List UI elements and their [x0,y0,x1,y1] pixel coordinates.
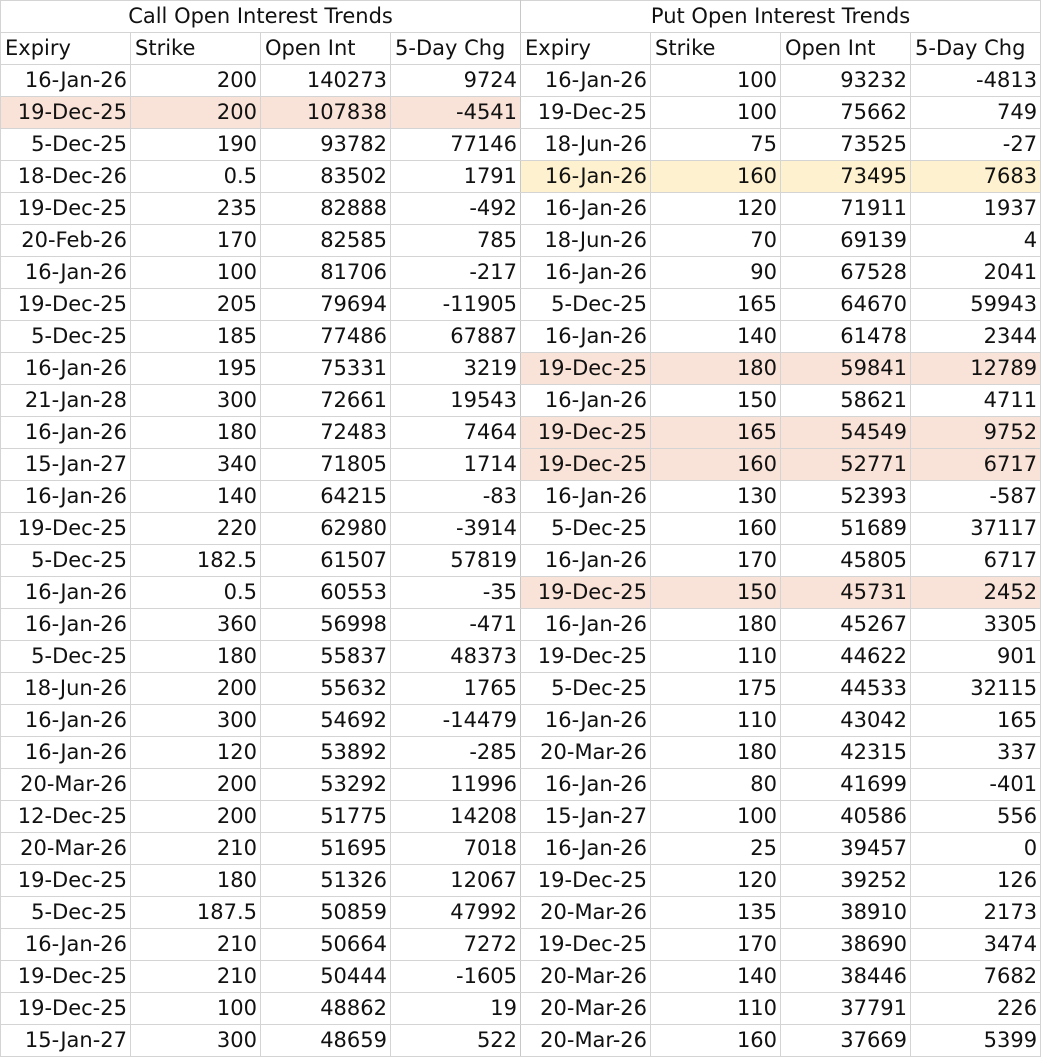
table-row [1,481,1041,513]
put-cell-strike[interactable]: 150 [651,385,781,417]
call-cell-strike[interactable]: 140 [131,481,261,513]
call-cell-strike[interactable]: 300 [131,1025,261,1057]
call-cell-5day-chg[interactable]: -35 [391,577,521,609]
call-cell-expiry[interactable]: 16-Jan-26 [1,577,131,609]
call-cell-5day-chg[interactable]: 57819 [391,545,521,577]
call-header-open-int[interactable]: Open Int [261,33,391,65]
put-cell-strike[interactable]: 160 [651,1025,781,1057]
put-cell-expiry[interactable]: 19-Dec-25 [521,449,651,481]
put-cell-5day-chg[interactable]: 7682 [911,961,1041,993]
call-cell-open-int[interactable]: 61507 [261,545,391,577]
put-cell-open-int[interactable]: 67528 [781,257,911,289]
call-cell-open-int[interactable]: 79694 [261,289,391,321]
table-row [1,673,1041,705]
put-cell-expiry[interactable]: 16-Jan-26 [521,481,651,513]
put-cell-open-int[interactable]: 61478 [781,321,911,353]
call-cell-open-int[interactable]: 71805 [261,449,391,481]
title-row [1,1,1041,33]
put-cell-5day-chg[interactable]: 6717 [911,545,1041,577]
call-cell-strike[interactable]: 200 [131,97,261,129]
put-cell-open-int[interactable]: 59841 [781,353,911,385]
put-cell-strike[interactable]: 140 [651,961,781,993]
put-cell-strike[interactable]: 165 [651,417,781,449]
call-cell-expiry[interactable]: 5-Dec-25 [1,129,131,161]
call-cell-expiry[interactable]: 12-Dec-25 [1,801,131,833]
table-row [1,737,1041,769]
call-cell-5day-chg[interactable]: -1605 [391,961,521,993]
table-row [1,545,1041,577]
call-cell-strike[interactable]: 210 [131,961,261,993]
put-header-open-int[interactable]: Open Int [781,33,911,65]
call-cell-5day-chg[interactable]: -4541 [391,97,521,129]
table-row [1,129,1041,161]
call-cell-5day-chg[interactable]: 48373 [391,641,521,673]
put-cell-expiry[interactable]: 19-Dec-25 [521,929,651,961]
put-section-title[interactable]: Put Open Interest Trends [521,1,1041,33]
put-cell-5day-chg[interactable]: -401 [911,769,1041,801]
call-cell-5day-chg[interactable]: 1765 [391,673,521,705]
put-cell-expiry[interactable]: 16-Jan-26 [521,769,651,801]
put-cell-5day-chg[interactable]: -4813 [911,65,1041,97]
put-cell-strike[interactable]: 25 [651,833,781,865]
call-cell-strike[interactable]: 182.5 [131,545,261,577]
table-row [1,705,1041,737]
call-cell-5day-chg[interactable]: 7018 [391,833,521,865]
put-cell-expiry[interactable]: 20-Mar-26 [521,737,651,769]
table-row [1,641,1041,673]
put-cell-5day-chg[interactable]: 3305 [911,609,1041,641]
call-cell-strike[interactable]: 190 [131,129,261,161]
call-cell-5day-chg[interactable]: 9724 [391,65,521,97]
put-cell-expiry[interactable]: 16-Jan-26 [521,609,651,641]
put-cell-expiry[interactable]: 19-Dec-25 [521,417,651,449]
call-cell-open-int[interactable]: 53292 [261,769,391,801]
call-cell-5day-chg[interactable]: 67887 [391,321,521,353]
put-cell-open-int[interactable]: 58621 [781,385,911,417]
call-cell-expiry[interactable]: 21-Jan-28 [1,385,131,417]
call-cell-open-int[interactable]: 54692 [261,705,391,737]
call-cell-5day-chg[interactable]: 14208 [391,801,521,833]
call-cell-expiry[interactable]: 16-Jan-26 [1,609,131,641]
call-cell-expiry[interactable]: 19-Dec-25 [1,193,131,225]
call-cell-expiry[interactable]: 16-Jan-26 [1,481,131,513]
put-cell-5day-chg[interactable]: 37117 [911,513,1041,545]
call-cell-open-int[interactable]: 48659 [261,1025,391,1057]
call-cell-open-int[interactable]: 51775 [261,801,391,833]
put-cell-expiry[interactable]: 19-Dec-25 [521,97,651,129]
call-cell-5day-chg[interactable]: -3914 [391,513,521,545]
put-cell-expiry[interactable]: 5-Dec-25 [521,513,651,545]
table-row [1,897,1041,929]
call-cell-strike[interactable]: 200 [131,65,261,97]
put-cell-strike[interactable]: 165 [651,289,781,321]
table-row [1,193,1041,225]
put-cell-open-int[interactable]: 43042 [781,705,911,737]
put-cell-5day-chg[interactable]: 5399 [911,1025,1041,1057]
call-cell-expiry[interactable]: 16-Jan-26 [1,417,131,449]
call-cell-5day-chg[interactable]: 47992 [391,897,521,929]
call-cell-expiry[interactable]: 5-Dec-25 [1,897,131,929]
put-cell-open-int[interactable]: 37669 [781,1025,911,1057]
call-cell-strike[interactable]: 235 [131,193,261,225]
call-cell-open-int[interactable]: 62980 [261,513,391,545]
call-cell-expiry[interactable]: 16-Jan-26 [1,257,131,289]
put-cell-open-int[interactable]: 73495 [781,161,911,193]
put-cell-expiry[interactable]: 16-Jan-26 [521,193,651,225]
call-cell-open-int[interactable]: 51326 [261,865,391,897]
put-cell-expiry[interactable]: 5-Dec-25 [521,673,651,705]
call-cell-strike[interactable]: 340 [131,449,261,481]
call-cell-strike[interactable]: 300 [131,705,261,737]
put-cell-strike[interactable]: 120 [651,865,781,897]
put-cell-expiry[interactable]: 16-Jan-26 [521,385,651,417]
put-header-strike[interactable]: Strike [651,33,781,65]
call-header-strike[interactable]: Strike [131,33,261,65]
put-cell-open-int[interactable]: 51689 [781,513,911,545]
put-cell-5day-chg[interactable]: 0 [911,833,1041,865]
call-cell-5day-chg[interactable]: 785 [391,225,521,257]
put-cell-strike[interactable]: 75 [651,129,781,161]
put-cell-5day-chg[interactable]: 59943 [911,289,1041,321]
call-cell-strike[interactable]: 210 [131,833,261,865]
call-cell-expiry[interactable]: 15-Jan-27 [1,449,131,481]
put-cell-strike[interactable]: 170 [651,545,781,577]
call-cell-5day-chg[interactable]: -492 [391,193,521,225]
put-cell-open-int[interactable]: 41699 [781,769,911,801]
call-cell-open-int[interactable]: 81706 [261,257,391,289]
call-cell-expiry[interactable]: 16-Jan-26 [1,65,131,97]
put-cell-5day-chg[interactable]: 3474 [911,929,1041,961]
call-cell-expiry[interactable]: 19-Dec-25 [1,289,131,321]
put-cell-strike[interactable]: 180 [651,609,781,641]
put-cell-expiry[interactable]: 18-Jun-26 [521,129,651,161]
call-cell-expiry[interactable]: 5-Dec-25 [1,321,131,353]
put-cell-expiry[interactable]: 20-Mar-26 [521,1025,651,1057]
put-cell-5day-chg[interactable]: 126 [911,865,1041,897]
call-cell-open-int[interactable]: 55837 [261,641,391,673]
call-cell-strike[interactable]: 120 [131,737,261,769]
call-cell-open-int[interactable]: 48862 [261,993,391,1025]
call-cell-strike[interactable]: 170 [131,225,261,257]
put-cell-5day-chg[interactable]: 2041 [911,257,1041,289]
table-row [1,833,1041,865]
put-cell-5day-chg[interactable]: 337 [911,737,1041,769]
call-cell-strike[interactable]: 0.5 [131,577,261,609]
put-cell-open-int[interactable]: 54549 [781,417,911,449]
put-cell-open-int[interactable]: 75662 [781,97,911,129]
call-cell-expiry[interactable]: 19-Dec-25 [1,513,131,545]
call-cell-expiry[interactable]: 16-Jan-26 [1,353,131,385]
put-cell-strike[interactable]: 135 [651,897,781,929]
call-cell-strike[interactable]: 200 [131,801,261,833]
call-cell-strike[interactable]: 200 [131,769,261,801]
put-cell-open-int[interactable]: 45267 [781,609,911,641]
put-cell-5day-chg[interactable]: 7683 [911,161,1041,193]
put-cell-expiry[interactable]: 19-Dec-25 [521,865,651,897]
put-cell-expiry[interactable]: 15-Jan-27 [521,801,651,833]
call-cell-open-int[interactable]: 140273 [261,65,391,97]
put-cell-open-int[interactable]: 52771 [781,449,911,481]
table-row [1,993,1041,1025]
call-cell-5day-chg[interactable]: -83 [391,481,521,513]
call-cell-expiry[interactable]: 15-Jan-27 [1,1025,131,1057]
put-cell-expiry[interactable]: 16-Jan-26 [521,65,651,97]
put-cell-expiry[interactable]: 19-Dec-25 [521,641,651,673]
call-header-5day-chg[interactable]: 5-Day Chg [391,33,521,65]
call-cell-expiry[interactable]: 19-Dec-25 [1,97,131,129]
call-cell-strike[interactable]: 100 [131,257,261,289]
call-cell-5day-chg[interactable]: 7272 [391,929,521,961]
put-cell-open-int[interactable]: 39252 [781,865,911,897]
put-cell-strike[interactable]: 100 [651,801,781,833]
call-cell-expiry[interactable]: 20-Mar-26 [1,833,131,865]
call-header-expiry[interactable]: Expiry [1,33,131,65]
put-cell-strike[interactable]: 140 [651,321,781,353]
table-row [1,161,1041,193]
put-cell-expiry[interactable]: 16-Jan-26 [521,705,651,737]
put-cell-strike[interactable]: 90 [651,257,781,289]
put-cell-open-int[interactable]: 64670 [781,289,911,321]
put-cell-5day-chg[interactable]: 556 [911,801,1041,833]
put-cell-open-int[interactable]: 44533 [781,673,911,705]
call-cell-open-int[interactable]: 82888 [261,193,391,225]
call-cell-open-int[interactable]: 83502 [261,161,391,193]
put-cell-expiry[interactable]: 19-Dec-25 [521,353,651,385]
call-cell-strike[interactable]: 360 [131,609,261,641]
call-cell-5day-chg[interactable]: -471 [391,609,521,641]
put-cell-expiry[interactable]: 20-Mar-26 [521,993,651,1025]
put-cell-strike[interactable]: 110 [651,705,781,737]
put-cell-open-int[interactable]: 40586 [781,801,911,833]
call-cell-strike[interactable]: 187.5 [131,897,261,929]
table-row [1,97,1041,129]
call-cell-5day-chg[interactable]: 522 [391,1025,521,1057]
put-cell-open-int[interactable]: 37791 [781,993,911,1025]
put-cell-open-int[interactable]: 45731 [781,577,911,609]
table-row [1,961,1041,993]
header-row [1,33,1041,65]
call-cell-open-int[interactable]: 64215 [261,481,391,513]
call-cell-5day-chg[interactable]: 77146 [391,129,521,161]
put-cell-open-int[interactable]: 42315 [781,737,911,769]
put-cell-5day-chg[interactable]: 4 [911,225,1041,257]
call-cell-open-int[interactable]: 53892 [261,737,391,769]
table-row [1,321,1041,353]
call-cell-expiry[interactable]: 19-Dec-25 [1,993,131,1025]
put-cell-expiry[interactable]: 20-Mar-26 [521,897,651,929]
call-cell-5day-chg[interactable]: 11996 [391,769,521,801]
put-cell-5day-chg[interactable]: 2344 [911,321,1041,353]
table-row [1,929,1041,961]
table-row [1,609,1041,641]
call-cell-strike[interactable]: 100 [131,993,261,1025]
table-row [1,865,1041,897]
put-cell-strike[interactable]: 160 [651,513,781,545]
call-cell-strike[interactable]: 180 [131,865,261,897]
put-cell-expiry[interactable]: 19-Dec-25 [521,577,651,609]
call-cell-open-int[interactable]: 55632 [261,673,391,705]
put-cell-strike[interactable]: 100 [651,65,781,97]
call-cell-open-int[interactable]: 50444 [261,961,391,993]
call-section-title[interactable]: Call Open Interest Trends [1,1,521,33]
put-cell-open-int[interactable]: 38690 [781,929,911,961]
put-cell-open-int[interactable]: 69139 [781,225,911,257]
call-cell-open-int[interactable]: 72661 [261,385,391,417]
table-row [1,257,1041,289]
put-cell-expiry[interactable]: 18-Jun-26 [521,225,651,257]
call-cell-open-int[interactable]: 82585 [261,225,391,257]
put-cell-strike[interactable]: 160 [651,449,781,481]
put-cell-strike[interactable]: 150 [651,577,781,609]
call-cell-open-int[interactable]: 60553 [261,577,391,609]
put-cell-5day-chg[interactable]: -587 [911,481,1041,513]
call-cell-expiry[interactable]: 20-Feb-26 [1,225,131,257]
call-cell-strike[interactable]: 185 [131,321,261,353]
table-row [1,801,1041,833]
put-cell-open-int[interactable]: 44622 [781,641,911,673]
put-cell-5day-chg[interactable]: 9752 [911,417,1041,449]
call-cell-5day-chg[interactable]: 12067 [391,865,521,897]
table-row [1,577,1041,609]
call-cell-strike[interactable]: 0.5 [131,161,261,193]
call-cell-expiry[interactable]: 19-Dec-25 [1,865,131,897]
call-cell-expiry[interactable]: 16-Jan-26 [1,705,131,737]
put-cell-expiry[interactable]: 16-Jan-26 [521,833,651,865]
put-cell-open-int[interactable]: 38446 [781,961,911,993]
call-cell-5day-chg[interactable]: 3219 [391,353,521,385]
put-cell-strike[interactable]: 160 [651,161,781,193]
call-cell-5day-chg[interactable]: 19 [391,993,521,1025]
put-cell-open-int[interactable]: 71911 [781,193,911,225]
call-cell-5day-chg[interactable]: -217 [391,257,521,289]
call-cell-open-int[interactable]: 72483 [261,417,391,449]
put-cell-5day-chg[interactable]: 12789 [911,353,1041,385]
put-cell-5day-chg[interactable]: 32115 [911,673,1041,705]
put-cell-strike[interactable]: 80 [651,769,781,801]
put-header-expiry[interactable]: Expiry [521,33,651,65]
put-cell-strike[interactable]: 130 [651,481,781,513]
call-cell-open-int[interactable]: 93782 [261,129,391,161]
put-cell-expiry[interactable]: 16-Jan-26 [521,545,651,577]
table-row [1,417,1041,449]
put-cell-expiry[interactable]: 16-Jan-26 [521,321,651,353]
put-cell-strike[interactable]: 100 [651,97,781,129]
put-cell-expiry[interactable]: 16-Jan-26 [521,161,651,193]
call-cell-5day-chg[interactable]: -11905 [391,289,521,321]
put-cell-5day-chg[interactable]: 2173 [911,897,1041,929]
put-cell-open-int[interactable]: 52393 [781,481,911,513]
table-row [1,513,1041,545]
call-cell-open-int[interactable]: 51695 [261,833,391,865]
table-row [1,449,1041,481]
table-row [1,1025,1041,1057]
put-cell-5day-chg[interactable]: -27 [911,129,1041,161]
put-cell-strike[interactable]: 110 [651,993,781,1025]
call-cell-strike[interactable]: 210 [131,929,261,961]
put-cell-expiry[interactable]: 20-Mar-26 [521,961,651,993]
put-cell-5day-chg[interactable]: 4711 [911,385,1041,417]
call-cell-strike[interactable]: 300 [131,385,261,417]
put-cell-open-int[interactable]: 38910 [781,897,911,929]
call-cell-strike[interactable]: 205 [131,289,261,321]
table-row [1,353,1041,385]
table-body [1,1,1041,1057]
call-cell-strike[interactable]: 180 [131,417,261,449]
put-cell-5day-chg[interactable]: 749 [911,97,1041,129]
call-cell-open-int[interactable]: 56998 [261,609,391,641]
call-cell-open-int[interactable]: 77486 [261,321,391,353]
call-cell-expiry[interactable]: 18-Dec-26 [1,161,131,193]
put-cell-open-int[interactable]: 39457 [781,833,911,865]
put-cell-open-int[interactable]: 45805 [781,545,911,577]
call-cell-open-int[interactable]: 107838 [261,97,391,129]
call-cell-expiry[interactable]: 5-Dec-25 [1,641,131,673]
call-cell-expiry[interactable]: 16-Jan-26 [1,737,131,769]
call-cell-expiry[interactable]: 5-Dec-25 [1,545,131,577]
table-row [1,289,1041,321]
put-cell-strike[interactable]: 120 [651,193,781,225]
put-cell-strike[interactable]: 180 [651,737,781,769]
call-cell-5day-chg[interactable]: -285 [391,737,521,769]
put-cell-strike[interactable]: 110 [651,641,781,673]
call-cell-5day-chg[interactable]: 1791 [391,161,521,193]
put-cell-5day-chg[interactable]: 1937 [911,193,1041,225]
put-cell-strike[interactable]: 70 [651,225,781,257]
put-cell-strike[interactable]: 170 [651,929,781,961]
put-cell-expiry[interactable]: 16-Jan-26 [521,257,651,289]
call-cell-open-int[interactable]: 50664 [261,929,391,961]
call-cell-5day-chg[interactable]: 19543 [391,385,521,417]
call-cell-5day-chg[interactable]: 7464 [391,417,521,449]
put-cell-open-int[interactable]: 93232 [781,65,911,97]
table-row [1,769,1041,801]
put-cell-5day-chg[interactable]: 226 [911,993,1041,1025]
call-cell-strike[interactable]: 220 [131,513,261,545]
call-cell-expiry[interactable]: 20-Mar-26 [1,769,131,801]
call-cell-open-int[interactable]: 75331 [261,353,391,385]
put-cell-strike[interactable]: 180 [651,353,781,385]
put-cell-5day-chg[interactable]: 901 [911,641,1041,673]
call-cell-5day-chg[interactable]: -14479 [391,705,521,737]
call-cell-expiry[interactable]: 19-Dec-25 [1,961,131,993]
call-cell-5day-chg[interactable]: 1714 [391,449,521,481]
call-cell-expiry[interactable]: 16-Jan-26 [1,929,131,961]
call-cell-strike[interactable]: 195 [131,353,261,385]
call-cell-expiry[interactable]: 18-Jun-26 [1,673,131,705]
put-cell-strike[interactable]: 175 [651,673,781,705]
call-cell-open-int[interactable]: 50859 [261,897,391,929]
put-cell-5day-chg[interactable]: 6717 [911,449,1041,481]
put-cell-expiry[interactable]: 5-Dec-25 [521,289,651,321]
call-cell-strike[interactable]: 200 [131,673,261,705]
put-cell-open-int[interactable]: 73525 [781,129,911,161]
put-cell-5day-chg[interactable]: 2452 [911,577,1041,609]
table-row [1,385,1041,417]
put-cell-5day-chg[interactable]: 165 [911,705,1041,737]
call-cell-strike[interactable]: 180 [131,641,261,673]
table-row [1,65,1041,97]
table-row [1,225,1041,257]
put-header-5day-chg[interactable]: 5-Day Chg [911,33,1041,65]
